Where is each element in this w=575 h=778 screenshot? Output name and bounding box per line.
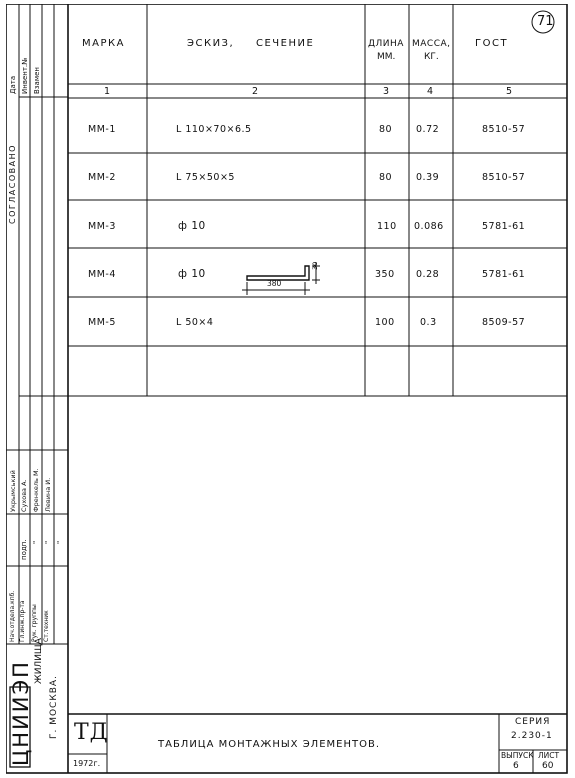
header-sechenie: СЕЧЕНИЕ <box>256 38 315 49</box>
row-3-section: ф 10 <box>178 220 206 232</box>
col-number-5: 5 <box>506 86 513 97</box>
row-1-marka: ММ-1 <box>88 124 116 135</box>
margin-name-3: Френкель М. <box>32 468 40 512</box>
drawing-sheet <box>6 4 568 774</box>
row-2-mass: 0.39 <box>416 172 440 183</box>
margin-name-2: Сухова А. <box>20 479 28 512</box>
margin-sign-mark-3: " <box>56 540 64 544</box>
vypusk-value: 6 <box>513 761 519 771</box>
header-massa: МАССА, <box>412 39 451 49</box>
row-5-marka: ММ-5 <box>88 317 116 328</box>
margin-sign-col: подп. <box>20 539 28 560</box>
title-logo: ТД <box>74 720 109 745</box>
row-2-length: 80 <box>379 172 393 183</box>
header-dlina-unit: ММ. <box>377 52 396 62</box>
sketch-dim-horizontal: 380 <box>267 279 282 288</box>
margin-sign-mark-1: " <box>32 540 40 544</box>
row-5-length: 100 <box>375 317 395 328</box>
row-5-gost: 8509-57 <box>482 317 526 328</box>
sheet-number: 71 <box>537 14 554 29</box>
margin-invent: Инвент.№ <box>21 57 29 94</box>
org-city: Г. МОСКВА. <box>49 675 59 739</box>
row-3-length: 110 <box>377 221 397 232</box>
row-3-gost: 5781-61 <box>482 221 526 232</box>
col-number-2: 2 <box>252 86 259 97</box>
row-1-section: L 110×70×6.5 <box>176 124 252 135</box>
row-2-section: L 75×50×5 <box>176 172 235 183</box>
row-4-section: ф 10 <box>178 268 206 280</box>
margin-role-1: Нач.отдела.кпб. <box>9 590 16 642</box>
row-5-mass: 0.3 <box>420 317 437 328</box>
row-4-marka: ММ-4 <box>88 269 116 280</box>
margin-role-4: Ст.техник <box>43 610 50 642</box>
row-2-gost: 8510-57 <box>482 172 526 183</box>
row-4-length: 350 <box>375 269 395 280</box>
header-eskiz: ЭСКИЗ, <box>187 38 235 49</box>
margin-sign-mark-2: " <box>44 540 52 544</box>
row-1-mass: 0.72 <box>416 124 440 135</box>
col-number-1: 1 <box>104 86 111 97</box>
row-1-gost: 8510-57 <box>482 124 526 135</box>
seria-label: СЕРИЯ <box>515 717 551 727</box>
row-5-section: L 50×4 <box>176 317 214 328</box>
margin-name-1: Укрымський <box>9 470 17 512</box>
vypusk-label: ВЫПУСК <box>501 751 534 760</box>
row-3-marka: ММ-3 <box>88 221 116 232</box>
row-2-marka: ММ-2 <box>88 172 116 183</box>
row-4-gost: 5781-61 <box>482 269 526 280</box>
margin-role-2: Гл.инж.пр-та <box>19 600 26 642</box>
row-4-mass: 0.28 <box>416 269 440 280</box>
header-dlina: ДЛИНА <box>368 39 404 49</box>
list-label: ЛИСТ <box>538 751 560 760</box>
org-logo: ЦНИИЭП <box>9 660 33 766</box>
margin-agreed: СОГЛАСОВАНО <box>8 144 17 224</box>
sheet-frame-lines <box>6 4 568 774</box>
margin-date: Дата <box>9 75 17 94</box>
org-sub: ЖИЛИЩА <box>34 638 44 684</box>
sketch-dim-vertical: 30 <box>311 261 319 270</box>
col-number-4: 4 <box>427 86 434 97</box>
row-1-length: 80 <box>379 124 393 135</box>
col-number-3: 3 <box>383 86 390 97</box>
title-year: 1972г. <box>73 759 101 768</box>
header-gost: ГОСТ <box>475 38 509 49</box>
header-marka: МАРКА <box>82 38 125 49</box>
margin-vzamen: Взамен <box>33 67 41 94</box>
header-massa-unit: КГ. <box>424 52 439 62</box>
title-text: ТАБЛИЦА МОНТАЖНЫХ ЭЛЕМЕНТОВ. <box>158 739 381 750</box>
margin-role-3: Рук. группы <box>31 604 38 642</box>
row-3-mass: 0.086 <box>414 221 444 232</box>
seria-value: 2.230-1 <box>511 731 553 741</box>
margin-name-4: Левина И. <box>44 477 52 512</box>
list-value: 60 <box>542 761 554 771</box>
